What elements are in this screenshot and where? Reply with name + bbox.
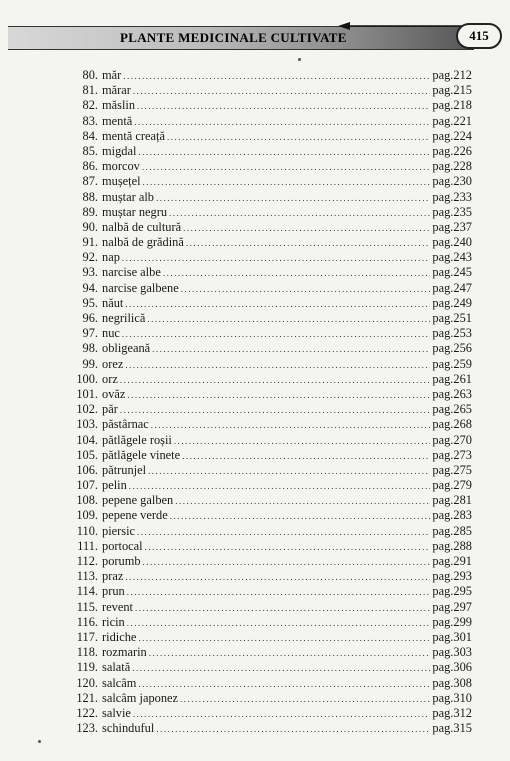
entry-number: 104. xyxy=(76,432,98,447)
table-of-contents xyxy=(70,68,472,736)
toc-entry xyxy=(70,250,472,265)
entry-name: mentă xyxy=(102,113,133,128)
entry-page: pag.215 xyxy=(432,83,472,98)
entry-name: rozmarin xyxy=(102,645,147,660)
toc-entry xyxy=(70,68,472,83)
entry-name: pelin xyxy=(102,478,127,493)
toc-entry xyxy=(70,615,472,630)
dot-leader xyxy=(137,525,430,540)
entry-name: mușețel xyxy=(102,174,141,189)
dot-leader xyxy=(163,266,431,281)
toc-entry xyxy=(70,660,472,675)
dot-leader xyxy=(152,342,430,357)
entry-number: 91. xyxy=(82,235,98,250)
entry-number: 93. xyxy=(82,265,98,280)
entry-number: 90. xyxy=(82,219,98,234)
entry-page: pag.240 xyxy=(432,235,472,250)
entry-page: pag.230 xyxy=(432,174,472,189)
entry-number: 105. xyxy=(76,447,98,462)
dot-leader xyxy=(123,69,430,84)
entry-number: 98. xyxy=(82,341,98,356)
entry-page: pag.259 xyxy=(432,356,472,371)
toc-entry xyxy=(70,539,472,554)
entry-name: măslin xyxy=(102,98,136,113)
toc-entry xyxy=(70,478,472,493)
toc-entry xyxy=(70,326,472,341)
entry-page: pag.288 xyxy=(432,538,472,553)
entry-name: schinduful xyxy=(102,721,155,736)
entry-name: piersic xyxy=(102,523,136,538)
entry-page: pag.221 xyxy=(432,113,472,128)
entry-page: pag.297 xyxy=(432,599,472,614)
dot-leader xyxy=(156,191,430,206)
entry-page: pag.226 xyxy=(432,143,472,158)
entry-name: năut xyxy=(102,295,124,310)
entry-page: pag.285 xyxy=(432,523,472,538)
entry-name: păstârnac xyxy=(102,417,149,432)
entry-name: negrilică xyxy=(102,311,146,325)
entry-name: pătlăgele roșii xyxy=(102,432,172,447)
toc-entry xyxy=(70,114,472,129)
entry-name: salată xyxy=(102,660,131,675)
entry-number: 85. xyxy=(82,143,98,158)
dot-leader xyxy=(170,509,431,524)
entry-name: narcise galbene xyxy=(102,280,179,295)
page-number: 415 xyxy=(456,23,502,49)
toc-entry xyxy=(70,281,472,296)
entry-page: pag.249 xyxy=(432,295,472,310)
toc-entry xyxy=(70,630,472,645)
entry-page: pag.270 xyxy=(432,432,472,447)
toc-entry xyxy=(70,721,472,736)
entry-number: 87. xyxy=(82,174,98,189)
entry-page: pag.251 xyxy=(432,311,472,325)
entry-name: pătrunjel xyxy=(102,462,147,477)
toc-entry xyxy=(70,311,472,326)
entry-number: 101. xyxy=(76,386,98,401)
entry-number: 121. xyxy=(76,690,98,705)
dot-leader xyxy=(133,84,431,99)
toc-entry xyxy=(70,296,472,311)
dot-leader xyxy=(125,358,430,373)
toc-entry xyxy=(70,372,472,387)
toc-entry xyxy=(70,493,472,508)
entry-number: 89. xyxy=(82,204,98,219)
entry-page: pag.237 xyxy=(432,219,472,234)
dot-leader xyxy=(120,373,431,388)
entry-page: pag.303 xyxy=(432,645,472,660)
entry-page: pag.312 xyxy=(432,705,472,720)
entry-page: pag.310 xyxy=(432,690,472,705)
dot-leader xyxy=(182,449,430,464)
dot-leader xyxy=(133,707,431,722)
entry-page: pag.301 xyxy=(432,629,472,644)
dot-leader xyxy=(129,479,431,494)
toc-entry xyxy=(70,417,472,432)
entry-page: pag.263 xyxy=(432,386,472,401)
entry-name: pepene galben xyxy=(102,493,174,508)
dot-leader xyxy=(175,494,430,509)
toc-entry xyxy=(70,129,472,144)
running-header xyxy=(8,22,500,52)
toc-entry xyxy=(70,159,472,174)
toc-entry xyxy=(70,448,472,463)
toc-entry xyxy=(70,144,472,159)
entry-name: orz xyxy=(102,371,118,386)
entry-page: pag.291 xyxy=(432,554,472,568)
entry-number: 110. xyxy=(76,523,98,538)
dot-leader xyxy=(120,403,431,418)
entry-page: pag.279 xyxy=(432,478,472,493)
dot-leader xyxy=(181,282,431,297)
entry-name: porumb xyxy=(102,554,141,568)
entry-page: pag.224 xyxy=(432,128,472,143)
entry-name: muștar negru xyxy=(102,204,168,219)
entry-number: 81. xyxy=(82,83,98,98)
dot-leader xyxy=(156,722,430,737)
toc-entry xyxy=(70,584,472,599)
entry-name: nalbă de cultură xyxy=(102,219,182,234)
dot-leader xyxy=(149,646,431,661)
dot-leader xyxy=(169,206,430,221)
dot-leader xyxy=(183,221,430,236)
entry-number: 92. xyxy=(82,250,98,265)
toc-entry xyxy=(70,220,472,235)
entry-name: migdal xyxy=(102,143,137,158)
entry-number: 102. xyxy=(76,402,98,417)
entry-name: salcâm japonez xyxy=(102,690,179,705)
entry-number: 116. xyxy=(76,614,98,629)
entry-name: nap xyxy=(102,250,120,265)
entry-page: pag.281 xyxy=(432,493,472,508)
entry-page: pag.299 xyxy=(432,614,472,629)
toc-entry xyxy=(70,463,472,478)
entry-number: 96. xyxy=(82,311,98,325)
entry-page: pag.253 xyxy=(432,326,472,341)
entry-page: pag.261 xyxy=(432,371,472,386)
toc-entry xyxy=(70,174,472,189)
entry-number: 107. xyxy=(76,478,98,493)
entry-number: 103. xyxy=(76,417,98,432)
toc-entry xyxy=(70,205,472,220)
toc-entry xyxy=(70,402,472,417)
entry-number: 122. xyxy=(76,705,98,720)
entry-name: revent xyxy=(102,599,133,614)
entry-number: 83. xyxy=(82,113,98,128)
entry-name: măr xyxy=(102,68,122,82)
entry-page: pag.243 xyxy=(432,250,472,265)
toc-entry xyxy=(70,235,472,250)
dot-leader xyxy=(143,555,431,570)
entry-number: 108. xyxy=(76,493,98,508)
dot-leader xyxy=(135,601,430,616)
entry-number: 88. xyxy=(82,189,98,204)
entry-page: pag.218 xyxy=(432,98,472,113)
toc-entry xyxy=(70,600,472,615)
entry-number: 117. xyxy=(76,629,98,644)
toc-entry xyxy=(70,265,472,280)
entry-page: pag.293 xyxy=(432,569,472,584)
entry-name: mentă creață xyxy=(102,128,165,143)
entry-page: pag.256 xyxy=(432,341,472,356)
entry-number: 111. xyxy=(77,538,98,553)
entry-page: pag.265 xyxy=(432,402,472,417)
entry-name: pătlăgele vinete xyxy=(102,447,181,462)
toc-entry xyxy=(70,554,472,569)
entry-page: pag.295 xyxy=(432,584,472,599)
entry-number: 113. xyxy=(76,569,98,584)
entry-name: narcise albe xyxy=(102,265,161,280)
dot-leader xyxy=(145,540,431,555)
dot-leader xyxy=(186,236,431,251)
entry-name: orez xyxy=(102,356,124,371)
entry-name: salcâm xyxy=(102,675,137,690)
dot-leader xyxy=(180,692,430,707)
entry-page: pag.306 xyxy=(432,660,472,675)
entry-number: 94. xyxy=(82,280,98,295)
entry-number: 84. xyxy=(82,128,98,143)
entry-page: pag.315 xyxy=(432,721,472,736)
dot-leader xyxy=(125,570,430,585)
toc-entry xyxy=(70,676,472,691)
entry-page: pag.212 xyxy=(432,68,472,82)
entry-number: 86. xyxy=(82,159,98,174)
entry-name: mărar xyxy=(102,83,131,98)
entry-number: 119. xyxy=(76,660,98,675)
dot-leader xyxy=(138,677,430,692)
toc-entry xyxy=(70,341,472,356)
entry-page: pag.247 xyxy=(432,280,472,295)
entry-name: obligeană xyxy=(102,341,151,356)
entry-name: praz xyxy=(102,569,124,584)
entry-page: pag.268 xyxy=(432,417,472,432)
entry-number: 118. xyxy=(76,645,98,660)
entry-number: 99. xyxy=(82,356,98,371)
entry-name: păr xyxy=(102,402,118,417)
entry-number: 106. xyxy=(76,462,98,477)
entry-name: nuc xyxy=(102,326,120,341)
toc-entry xyxy=(70,645,472,660)
entry-name: salvie xyxy=(102,705,131,720)
toc-entry xyxy=(70,691,472,706)
entry-number: 115. xyxy=(76,599,98,614)
toc-entry xyxy=(70,387,472,402)
toc-entry xyxy=(70,433,472,448)
entry-page: pag.283 xyxy=(432,508,472,523)
entry-number: 114. xyxy=(76,584,98,599)
entry-number: 120. xyxy=(76,675,98,690)
toc-entry xyxy=(70,98,472,113)
dot-leader xyxy=(122,251,431,266)
toc-entry xyxy=(70,706,472,721)
toc-entry xyxy=(70,357,472,372)
entry-page: pag.233 xyxy=(432,189,472,204)
entry-name: nalbă de grădină xyxy=(102,235,184,250)
dot-leader xyxy=(134,115,430,130)
entry-page: pag.245 xyxy=(432,265,472,280)
dot-leader xyxy=(167,130,430,145)
toc-entry xyxy=(70,190,472,205)
entry-page: pag.228 xyxy=(432,159,472,174)
entry-name: ovăz xyxy=(102,386,126,401)
dot-leader xyxy=(125,297,430,312)
entry-number: 100. xyxy=(76,371,98,386)
dot-leader xyxy=(138,145,430,160)
dot-leader xyxy=(142,160,431,175)
entry-page: pag.308 xyxy=(432,675,472,690)
entry-number: 80. xyxy=(82,68,98,82)
dot-leader xyxy=(127,388,430,403)
book-title: PLANTE MEDICINALE CULTIVATE xyxy=(120,30,347,45)
toc-entry xyxy=(70,569,472,584)
entry-number: 123. xyxy=(76,721,98,736)
entry-name: ridiche xyxy=(102,629,137,644)
entry-number: 82. xyxy=(82,98,98,113)
toc-entry xyxy=(70,83,472,98)
entry-number: 95. xyxy=(82,295,98,310)
dot-leader xyxy=(148,464,430,479)
dot-leader xyxy=(138,631,430,646)
dot-leader xyxy=(151,418,431,433)
scan-speck xyxy=(38,740,41,743)
dot-leader xyxy=(147,312,430,327)
entry-name: portocal xyxy=(102,538,143,553)
entry-number: 97. xyxy=(82,326,98,341)
dot-leader xyxy=(127,585,431,600)
entry-name: pepene verde xyxy=(102,508,168,523)
dot-leader xyxy=(143,175,431,190)
entry-page: pag.235 xyxy=(432,204,472,219)
entry-name: ricin xyxy=(102,614,125,629)
dot-leader xyxy=(132,661,430,676)
dot-leader xyxy=(127,616,431,631)
dot-leader xyxy=(137,99,430,114)
entry-page: pag.273 xyxy=(432,447,472,462)
scan-speck xyxy=(298,58,301,61)
entry-page: pag.275 xyxy=(432,462,472,477)
entry-number: 112. xyxy=(76,554,98,568)
dot-leader xyxy=(122,327,431,342)
entry-name: morcov xyxy=(102,159,140,174)
entry-name: muștar alb xyxy=(102,189,154,204)
toc-entry xyxy=(70,508,472,523)
toc-entry xyxy=(70,524,472,539)
entry-name: prun xyxy=(102,584,125,599)
entry-number: 109. xyxy=(76,508,98,523)
dot-leader xyxy=(174,434,431,449)
